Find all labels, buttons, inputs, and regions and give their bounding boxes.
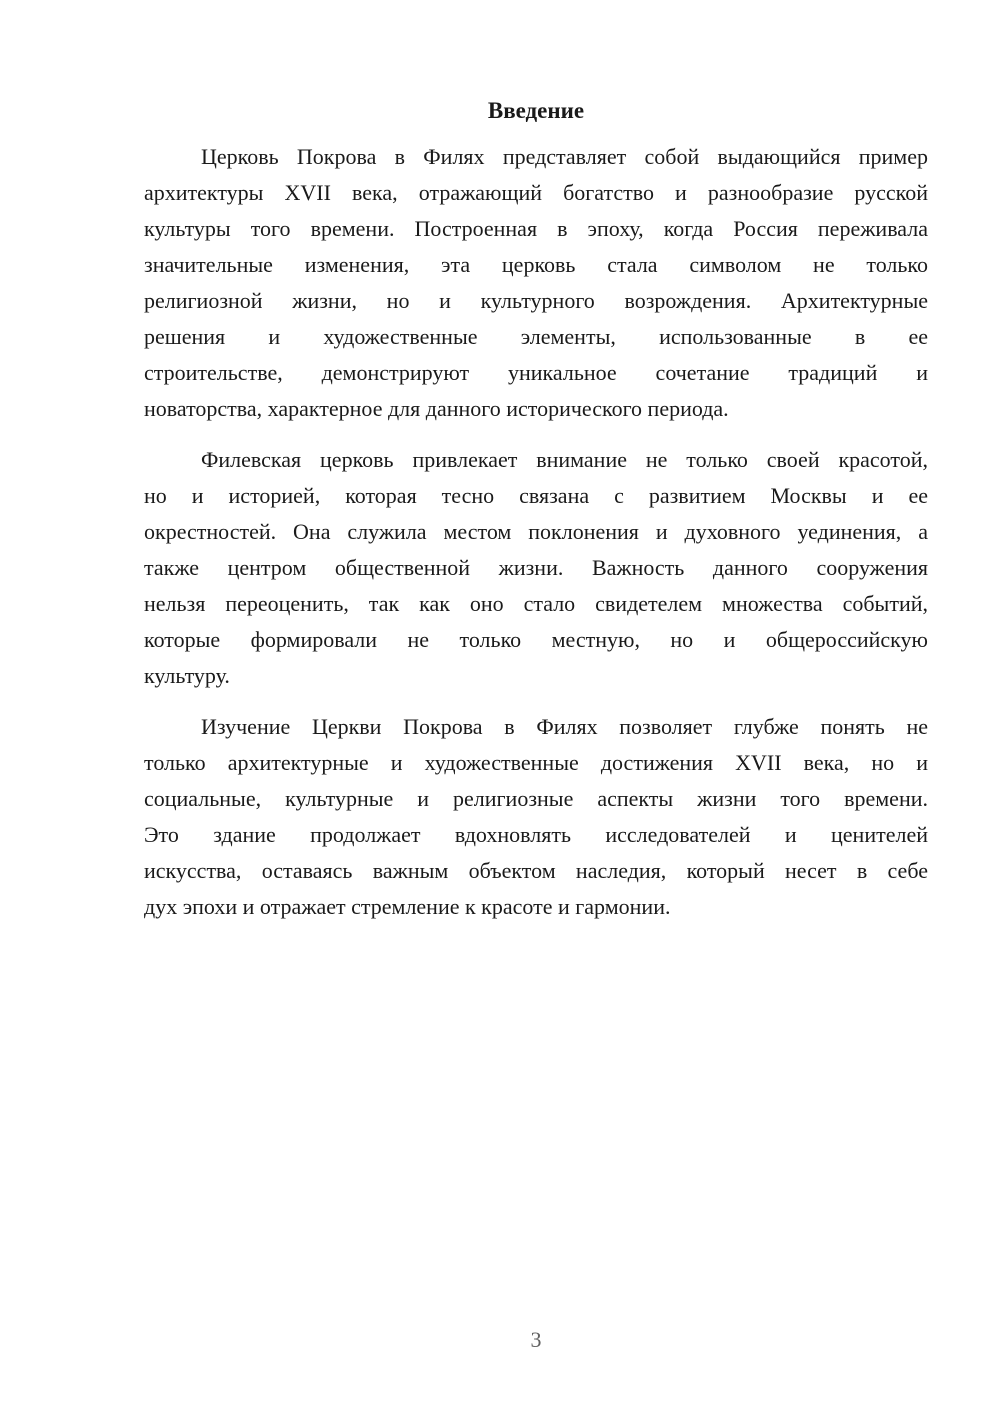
text-line: новаторства, характерное для данного исторического периода. bbox=[144, 396, 729, 421]
text-line: только архитектурные и художественные достижения XVII века, но и bbox=[144, 750, 928, 775]
text-line: но и историей, которая тесно связана с развитием Москвы и ее bbox=[144, 483, 928, 508]
page-number: 3 bbox=[530, 1327, 542, 1352]
section-title: Введение bbox=[487, 98, 585, 123]
paragraph bbox=[144, 709, 928, 925]
text-line: архитектуры XVII века, отражающий богатство и разнообразие русской bbox=[144, 180, 928, 205]
text-line: искусства, оставаясь важным объектом наследия, который несет в себе bbox=[144, 858, 928, 883]
text-line: также центром общественной жизни. Важность данного сооружения bbox=[144, 555, 928, 580]
text-line: Изучение Церкви Покрова в Филях позволяет глубже понять не bbox=[201, 714, 928, 739]
text-line: Филевская церковь привлекает внимание не только своей красотой, bbox=[201, 447, 928, 472]
text-line: Церковь Покрова в Филях представляет собой выдающийся пример bbox=[201, 144, 928, 169]
text-line: нельзя переоценить, так как оно стало свидетелем множества событий, bbox=[144, 591, 928, 616]
paragraph bbox=[144, 139, 928, 427]
paragraph bbox=[144, 442, 928, 694]
text-line: значительные изменения, эта церковь стала символом не только bbox=[144, 252, 928, 277]
text-line: культуры того времени. Построенная в эпоху, когда Россия переживала bbox=[144, 216, 928, 241]
text-line: решения и художественные элементы, использованные в ее bbox=[144, 324, 928, 349]
text-line: религиозной жизни, но и культурного возрождения. Архитектурные bbox=[144, 288, 928, 313]
document-body bbox=[144, 139, 928, 925]
text-line: дух эпохи и отражает стремление к красоте и гармонии. bbox=[144, 894, 671, 919]
text-line: социальные, культурные и религиозные аспекты жизни того времени. bbox=[144, 786, 928, 811]
text-line: Это здание продолжает вдохновлять исследователей и ценителей bbox=[144, 822, 928, 847]
text-line: строительстве, демонстрируют уникальное сочетание традиций и bbox=[144, 360, 928, 385]
text-line: окрестностей. Она служила местом поклонения и духовного уединения, а bbox=[144, 519, 928, 544]
text-line: культуру. bbox=[144, 663, 230, 688]
text-line: которые формировали не только местную, но и общероссийскую bbox=[144, 627, 928, 652]
